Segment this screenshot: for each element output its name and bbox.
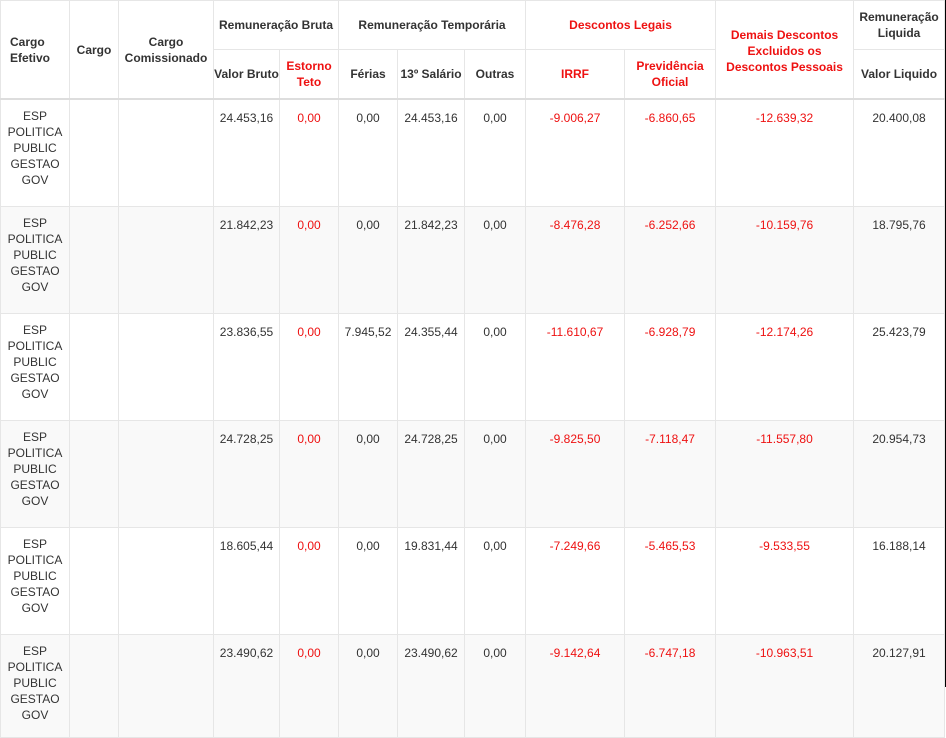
cell-cargo [70,99,119,207]
cell-ferias: 0,00 [339,528,398,635]
cell-ferias: 0,00 [339,207,398,314]
cell-estorno-teto: 0,00 [280,207,339,314]
cell-decimo-terceiro: 23.490,62 [398,635,465,738]
cell-valor-bruto: 24.728,25 [214,421,280,528]
header-valor-liquido: Valor Liquido [854,50,945,100]
header-remuneracao-temporaria: Remuneração Temporária [339,1,526,50]
cell-previdencia: -6.252,66 [625,207,716,314]
cell-cargo [70,635,119,738]
cell-demais-descontos: -10.963,51 [716,635,854,738]
cell-ferias: 0,00 [339,99,398,207]
cell-outras: 0,00 [465,421,526,528]
cell-estorno-teto: 0,00 [280,99,339,207]
cell-cargo-efetivo: ESP POLITICA PUBLIC GESTAO GOV [1,207,70,314]
cell-demais-descontos: -11.557,80 [716,421,854,528]
table-row [1,528,945,635]
cell-demais-descontos: -9.533,55 [716,528,854,635]
cell-outras: 0,00 [465,207,526,314]
cell-cargo-efetivo: ESP POLITICA PUBLIC GESTAO GOV [1,635,70,738]
cell-decimo-terceiro: 24.453,16 [398,99,465,207]
header-cargo: Cargo [70,1,119,100]
cell-cargo [70,528,119,635]
cell-decimo-terceiro: 24.355,44 [398,314,465,421]
cell-cargo-comissionado [119,528,214,635]
cell-valor-bruto: 23.490,62 [214,635,280,738]
cell-irrf: -11.610,67 [526,314,625,421]
cell-cargo [70,207,119,314]
cell-demais-descontos: -12.639,32 [716,99,854,207]
cell-cargo-comissionado [119,421,214,528]
cell-decimo-terceiro: 19.831,44 [398,528,465,635]
cell-valor-liquido: 18.795,76 [854,207,945,314]
table-header [1,1,945,100]
header-cargo-efetivo: Cargo Efetivo [1,1,70,100]
table-row [1,421,945,528]
table-row [1,99,945,207]
cell-cargo-efetivo: ESP POLITICA PUBLIC GESTAO GOV [1,421,70,528]
cell-demais-descontos: -10.159,76 [716,207,854,314]
cell-demais-descontos: -12.174,26 [716,314,854,421]
cell-cargo [70,314,119,421]
cell-irrf: -9.825,50 [526,421,625,528]
cell-previdencia: -6.747,18 [625,635,716,738]
cell-valor-liquido: 20.954,73 [854,421,945,528]
table-row [1,314,945,421]
table-body [1,99,945,738]
cell-cargo-comissionado [119,99,214,207]
cell-outras: 0,00 [465,99,526,207]
header-decimo-terceiro: 13º Salário [398,50,465,100]
cell-previdencia: -7.118,47 [625,421,716,528]
header-remuneracao-bruta: Remuneração Bruta [214,1,339,50]
header-remuneracao-liquida: Remuneração Liquida [854,1,945,50]
cell-valor-liquido: 25.423,79 [854,314,945,421]
cell-valor-bruto: 18.605,44 [214,528,280,635]
cell-decimo-terceiro: 24.728,25 [398,421,465,528]
header-ferias: Férias [339,50,398,100]
cell-ferias: 7.945,52 [339,314,398,421]
cell-valor-bruto: 21.842,23 [214,207,280,314]
cell-irrf: -7.249,66 [526,528,625,635]
header-cargo-comissionado: Cargo Comissionado [119,1,214,100]
header-descontos-legais: Descontos Legais [526,1,716,50]
cell-irrf: -9.142,64 [526,635,625,738]
header-irrf: IRRF [526,50,625,100]
cell-estorno-teto: 0,00 [280,421,339,528]
header-estorno-teto: Estorno Teto [280,50,339,100]
cell-irrf: -9.006,27 [526,99,625,207]
cell-estorno-teto: 0,00 [280,314,339,421]
header-valor-bruto: Valor Bruto [214,50,280,100]
cell-cargo-comissionado [119,635,214,738]
cell-cargo-efetivo: ESP POLITICA PUBLIC GESTAO GOV [1,99,70,207]
cell-ferias: 0,00 [339,635,398,738]
cell-valor-liquido: 20.400,08 [854,99,945,207]
cell-valor-liquido: 20.127,91 [854,635,945,738]
header-demais-descontos: Demais Descontos Excluidos os Descontos Pessoais [716,1,854,100]
cell-estorno-teto: 0,00 [280,635,339,738]
table-row [1,207,945,314]
header-previdencia: Previdência Oficial [625,50,716,100]
cell-previdencia: -5.465,53 [625,528,716,635]
cell-ferias: 0,00 [339,421,398,528]
cell-cargo-comissionado [119,207,214,314]
cell-valor-bruto: 24.453,16 [214,99,280,207]
cell-outras: 0,00 [465,528,526,635]
header-outras: Outras [465,50,526,100]
table-row [1,635,945,738]
cell-previdencia: -6.860,65 [625,99,716,207]
cell-estorno-teto: 0,00 [280,528,339,635]
cell-previdencia: -6.928,79 [625,314,716,421]
cell-decimo-terceiro: 21.842,23 [398,207,465,314]
cell-cargo-efetivo: ESP POLITICA PUBLIC GESTAO GOV [1,528,70,635]
cell-valor-bruto: 23.836,55 [214,314,280,421]
cell-irrf: -8.476,28 [526,207,625,314]
cell-outras: 0,00 [465,635,526,738]
cell-outras: 0,00 [465,314,526,421]
cell-cargo-efetivo: ESP POLITICA PUBLIC GESTAO GOV [1,314,70,421]
cell-cargo-comissionado [119,314,214,421]
cell-cargo [70,421,119,528]
cell-valor-liquido: 16.188,14 [854,528,945,635]
